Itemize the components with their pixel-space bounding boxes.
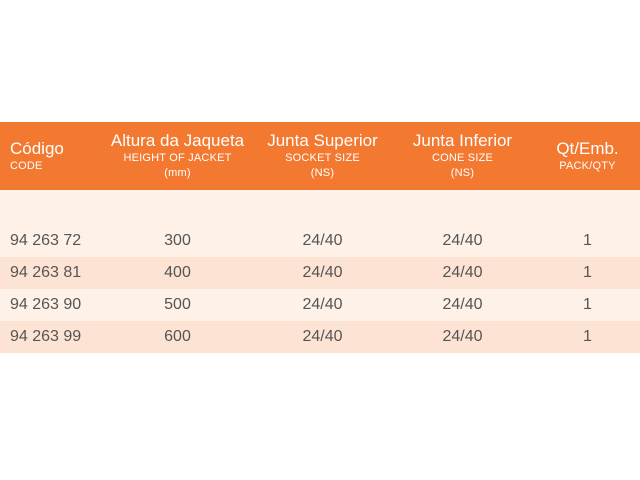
header-socket — [255, 122, 390, 190]
header-code-title: Código — [10, 138, 64, 158]
cell-cone: 24/40 — [442, 264, 483, 281]
cell-code: 94 263 72 — [10, 232, 82, 249]
cell-height: 500 — [164, 296, 191, 313]
cell-height: 400 — [164, 264, 191, 281]
cell-code: 94 263 81 — [10, 264, 82, 281]
header-socket-title: Junta Superior — [267, 131, 378, 150]
table-row — [0, 289, 640, 321]
cell-cone: 24/40 — [442, 328, 483, 345]
table-row — [0, 225, 640, 257]
header-cone-unit: (NS) — [450, 167, 475, 179]
table-row — [0, 257, 640, 289]
header-pack-subtitle: PACK/QTY — [559, 159, 616, 172]
header-pack — [535, 122, 640, 190]
header-socket-unit: (NS) — [310, 167, 335, 179]
cell-socket: 24/40 — [302, 264, 343, 281]
cell-pack: 1 — [583, 264, 592, 281]
cell-socket: 24/40 — [302, 296, 343, 313]
header-pack-title: Qt/Emb. — [556, 138, 619, 158]
cell-pack: 1 — [583, 232, 592, 249]
cell-socket: 24/40 — [302, 328, 343, 345]
table-header — [0, 122, 640, 190]
table-body — [0, 225, 640, 353]
header-height-subtitle: HEIGHT OF JACKET — [123, 152, 232, 164]
cell-height: 600 — [164, 328, 191, 345]
cell-code: 94 263 90 — [10, 296, 82, 313]
header-code — [0, 122, 100, 190]
header-cone-title: Junta Inferior — [412, 131, 513, 150]
header-height-unit: (mm) — [164, 167, 191, 179]
table-row — [0, 321, 640, 353]
header-height — [100, 122, 255, 190]
cell-pack: 1 — [583, 328, 592, 345]
cell-pack: 1 — [583, 296, 592, 313]
cell-code: 94 263 99 — [10, 328, 82, 345]
header-height-title: Altura da Jaqueta — [110, 131, 245, 150]
cell-cone: 24/40 — [442, 232, 483, 249]
header-code-subtitle: CODE — [10, 159, 43, 172]
header-cone-subtitle: CONE SIZE — [431, 152, 494, 164]
header-cone — [390, 122, 535, 190]
cell-socket: 24/40 — [302, 232, 343, 249]
product-table — [0, 122, 640, 353]
cell-height: 300 — [164, 232, 191, 249]
header-spacer — [0, 190, 640, 225]
cell-cone: 24/40 — [442, 296, 483, 313]
header-socket-subtitle: SOCKET SIZE — [285, 152, 360, 164]
